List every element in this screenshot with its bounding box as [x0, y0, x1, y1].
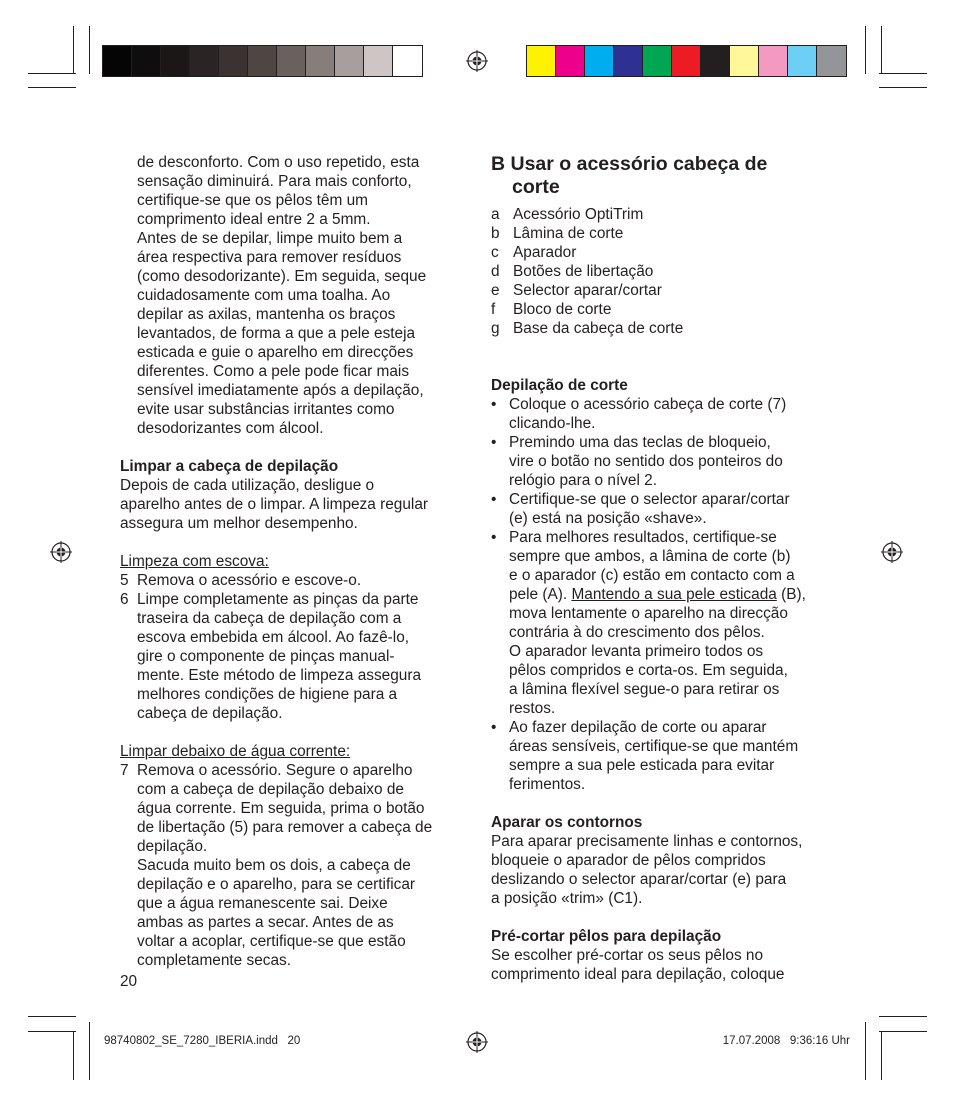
- step-6: 6 Limpe completamente as pinças da parte traseira da cabeça de depilação com a escova embebida em álcool. Ao fazê-lo, gire o componente de pinças manual- mente. Este método de limpeza assegura melhores condições de higiene para a cabeça de depilação.: [120, 591, 422, 722]
- crop-mark: [89, 1022, 90, 1080]
- color-swatch: [219, 46, 248, 76]
- crop-mark: [881, 1032, 882, 1080]
- crop-mark: [28, 1016, 76, 1017]
- intro-paragraph: de desconforto. Com o uso repetido, esta sensação diminuirá. Para mais conforto, certifique-se que os pêlos têm um comprimento ideal entre 2 a 5mm. Antes de se depilar, limpe muito bem a área respectiva para remover resíduos (como desodorizante). Em seguida, seque cuidadosamente com uma toalha. Ao depilar as axilas, mantenha os braços levantados, de forma a que a pele esteja esticada e guie o aparelho em direcções diferentes. Como a pele pode ficar mais sensível imediatamente após a depilação, evite usar substâncias irritantes como desodorizantes com álcool.: [137, 154, 427, 437]
- color-swatch: [730, 46, 759, 76]
- color-swatch: [364, 46, 393, 76]
- registration-mark-icon: [466, 50, 488, 72]
- section-heading-b: B Usar o acessório cabeça de corte: [491, 153, 768, 198]
- crop-mark: [73, 1032, 74, 1080]
- color-swatch: [585, 46, 614, 76]
- crop-mark: [879, 1016, 927, 1017]
- crop-mark: [879, 1031, 927, 1032]
- bullet-item: • Premindo uma das teclas de bloqueio, vire o botão no sentido dos ponteiros do relógio para o nível 2.: [491, 434, 783, 489]
- crop-mark: [865, 1022, 866, 1080]
- color-swatch: [701, 46, 730, 76]
- color-swatch: [614, 46, 643, 76]
- section-title-shave: Depilação de corte: [491, 377, 628, 394]
- color-swatch: [759, 46, 788, 76]
- crop-mark: [28, 1031, 76, 1032]
- parts-list: [491, 205, 841, 338]
- section-title-precut: Pré-cortar pêlos para depilação: [491, 928, 722, 945]
- underlined-phrase: Mantendo a sua pele esticada: [571, 586, 777, 603]
- list-item: c Aparador: [491, 244, 577, 261]
- color-swatch: [556, 46, 585, 76]
- section-title-clean: Limpar a cabeça de depilação: [120, 458, 339, 475]
- registration-mark-icon: [881, 541, 903, 563]
- crop-mark: [879, 73, 927, 74]
- registration-mark-icon: [50, 541, 72, 563]
- color-swatch: [190, 46, 219, 76]
- footer-filename: 98740802_SE_7280_IBERIA.indd 20: [104, 1035, 301, 1047]
- crop-mark: [28, 73, 76, 74]
- list-item: e Selector aparar/cortar: [491, 282, 662, 299]
- crop-mark: [865, 26, 866, 74]
- color-swatch: [103, 46, 132, 76]
- color-swatch: [335, 46, 364, 76]
- color-swatch: [527, 46, 556, 76]
- color-swatch: [788, 46, 817, 76]
- list-item: a Acessório OptiTrim: [491, 206, 644, 223]
- bullet-item: • Ao fazer depilação de corte ou aparar áreas sensíveis, certifique-se que mantém sempre a sua pele esticada para evitar ferimentos.: [491, 719, 799, 793]
- grayscale-color-bar: [102, 45, 423, 77]
- color-swatch: [643, 46, 672, 76]
- color-swatch: [132, 46, 161, 76]
- left-column: [120, 153, 465, 970]
- precut-paragraph: Se escolher pré-cortar os seus pêlos no comprimento ideal para depilação, coloque: [491, 947, 785, 983]
- crop-mark: [73, 26, 74, 74]
- list-item: g Base da cabeça de corte: [491, 320, 684, 337]
- subtitle-brush: Limpeza com escova:: [120, 553, 269, 570]
- color-swatch: [393, 46, 422, 76]
- trim-paragraph: Para aparar precisamente linhas e contornos, bloqueie o aparador de pêlos compridos deslizando o selector aparar/cortar (e) para a posição «trim» (C1).: [491, 833, 803, 907]
- crop-mark: [881, 26, 882, 74]
- bullet-item: • Para melhores resultados, certifique-se sempre que ambos, a lâmina de corte (b) e o aparador (c) estão em contacto com a pele (A). Mantendo a sua pele esticada (B), mova lentamente o aparelho na direcção contrária à do crescimento dos pêlos. O aparador levanta primeiro todos os pêlos compridos e corta-os. Em seguida, a lâmina flexível segue-o para retirar os restos.: [491, 529, 806, 717]
- clean-paragraph: Depois de cada utilização, desligue o aparelho antes de o limpar. A limpeza regular assegura um melhor desempenho.: [120, 477, 428, 532]
- page-number: 20: [120, 973, 138, 990]
- section-title-trim: Aparar os contornos: [491, 814, 643, 831]
- list-item: b Lâmina de corte: [491, 225, 624, 242]
- crop-mark: [879, 87, 927, 88]
- color-swatch: [817, 46, 846, 76]
- list-item: f Bloco de corte: [491, 301, 612, 318]
- process-color-bar: [526, 45, 847, 77]
- color-swatch: [306, 46, 335, 76]
- crop-mark: [28, 87, 76, 88]
- right-column: [491, 153, 841, 984]
- registration-mark-icon: [466, 1031, 488, 1053]
- list-item: d Botões de libertação: [491, 263, 654, 280]
- color-swatch: [161, 46, 190, 76]
- footer-timestamp: 17.07.2008 9:36:16 Uhr: [722, 1035, 850, 1047]
- bullet-item: • Coloque o acessório cabeça de corte (7) clicando-lhe.: [491, 396, 787, 432]
- subtitle-water: Limpar debaixo de água corrente:: [120, 743, 351, 760]
- step-7: 7 Remova o acessório. Segure o aparelho com a cabeça de depilação debaixo de água corrente. Em seguida, prima o botão de libertação (5) para remover a cabeça de depilação. Sacuda muito bem os dois, a cabeça de depilação e o aparelho, para se certificar que a água remanescente sai. Deixe ambas as partes a secar. Antes de as voltar a acoplar, certifique-se que estão completamente secas.: [120, 762, 433, 969]
- color-swatch: [248, 46, 277, 76]
- crop-mark: [89, 26, 90, 74]
- bullet-item: • Certifique-se que o selector aparar/cortar (e) está na posição «shave».: [491, 491, 790, 527]
- color-swatch: [277, 46, 306, 76]
- color-swatch: [672, 46, 701, 76]
- step-5: 5 Remova o acessório e escove-o.: [120, 572, 362, 589]
